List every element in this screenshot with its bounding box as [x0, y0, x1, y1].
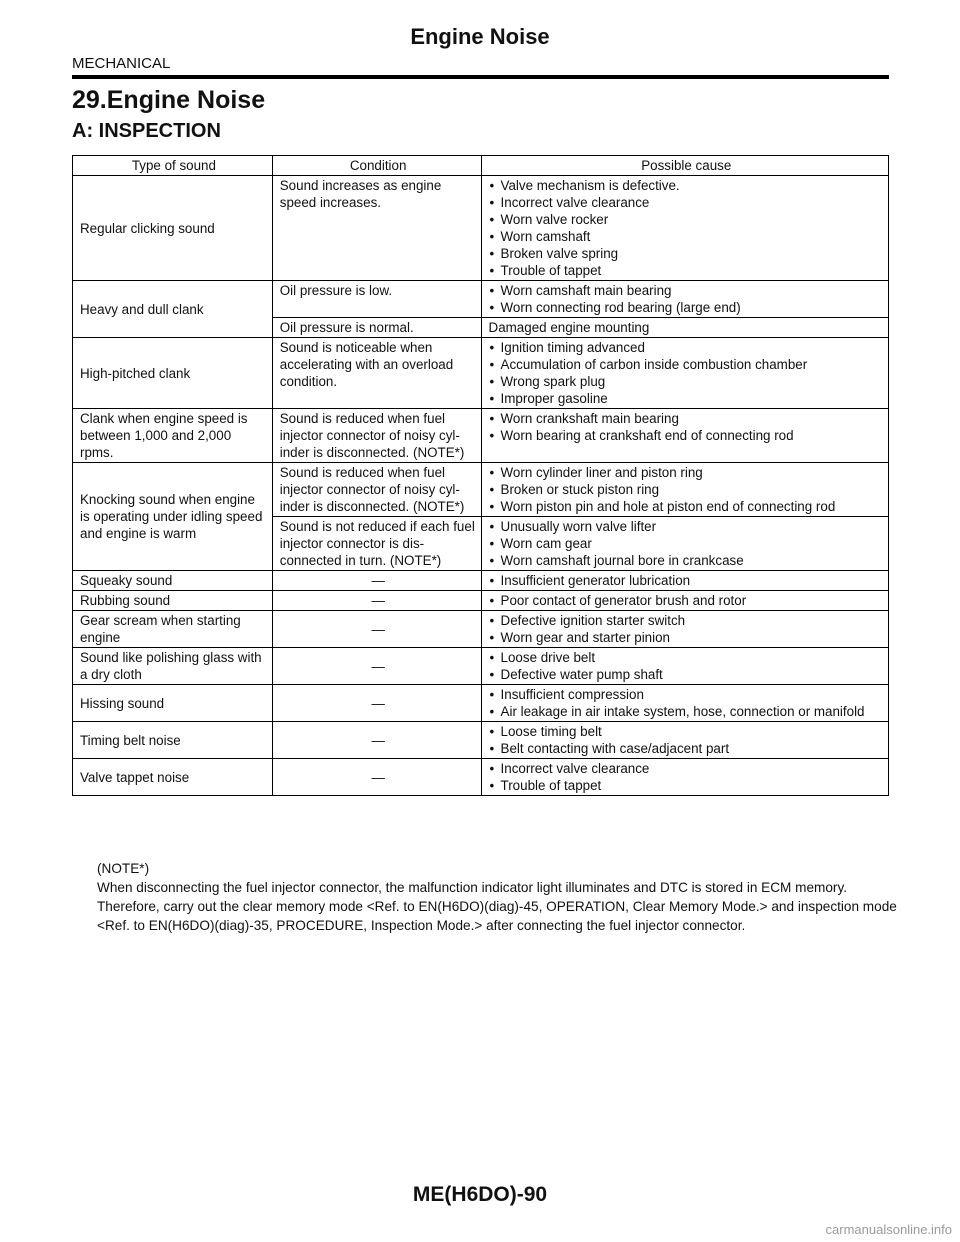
- cause-item: • Defective ignition starter switch: [489, 612, 884, 629]
- column-header-sound: Type of sound: [73, 156, 273, 176]
- cause-cell: [481, 517, 888, 571]
- cause-item: • Wrong spark plug: [489, 373, 884, 390]
- condition-cell: Sound is reduced when fuel injector connector of noisy cyl-inder is disconnected. (NOTE*): [272, 463, 481, 517]
- cause-cell: [481, 338, 888, 409]
- cause-item: • Poor contact of generator brush and rotor: [489, 592, 884, 609]
- cause-list: [489, 518, 884, 569]
- cause-item: • Insufficient compression: [489, 686, 884, 703]
- sound-type-cell: Hissing sound: [73, 685, 273, 722]
- sound-type-cell: Knocking sound when engine is operating under idling speed and engine is warm: [73, 463, 273, 571]
- cause-list: [489, 339, 884, 407]
- table-row: [73, 463, 889, 517]
- cause-item: • Ignition timing advanced: [489, 339, 884, 356]
- cause-item: • Worn camshaft main bearing: [489, 282, 884, 299]
- sound-type-cell: Rubbing sound: [73, 591, 273, 611]
- cause-item: • Worn cam gear: [489, 535, 884, 552]
- inspection-table: [72, 155, 889, 796]
- cause-list: [489, 464, 884, 515]
- table-row: [73, 685, 889, 722]
- condition-cell: Sound increases as engine speed increases.: [272, 176, 481, 281]
- condition-cell: Sound is not reduced if each fuel injector connector is dis-connected in turn. (NOTE*): [272, 517, 481, 571]
- cause-cell: [481, 685, 888, 722]
- cause-item: • Improper gasoline: [489, 390, 884, 407]
- cause-item: • Unusually worn valve lifter: [489, 518, 884, 535]
- sound-type-cell: High-pitched clank: [73, 338, 273, 409]
- cause-list: [489, 612, 884, 646]
- cause-list: [489, 592, 884, 609]
- condition-cell: —: [272, 648, 481, 685]
- sound-type-cell: Valve tappet noise: [73, 759, 273, 796]
- cause-item: • Incorrect valve clearance: [489, 760, 884, 777]
- cause-cell: Damaged engine mounting: [481, 318, 888, 338]
- condition-cell: —: [272, 722, 481, 759]
- section-heading: A: INSPECTION: [72, 120, 221, 142]
- table-row: [73, 722, 889, 759]
- cause-list: [489, 410, 884, 444]
- cause-item: • Worn connecting rod bearing (large end): [489, 299, 884, 316]
- cause-item: • Belt contacting with case/adjacent part: [489, 740, 884, 757]
- cause-item: • Loose drive belt: [489, 649, 884, 666]
- cause-list: [489, 760, 884, 794]
- sound-type-cell: Squeaky sound: [73, 571, 273, 591]
- condition-cell: —: [272, 759, 481, 796]
- cause-cell: [481, 176, 888, 281]
- cause-cell: [481, 463, 888, 517]
- cause-item: • Worn valve rocker: [489, 211, 884, 228]
- condition-cell: Oil pressure is normal.: [272, 318, 481, 338]
- cause-item: • Worn gear and starter pinion: [489, 629, 884, 646]
- note-label: (NOTE*): [97, 861, 150, 876]
- sound-type-cell: Gear scream when starting engine: [73, 611, 273, 648]
- cause-item: • Worn cylinder liner and piston ring: [489, 464, 884, 481]
- cause-item: • Trouble of tappet: [489, 777, 884, 794]
- sound-type-cell: Heavy and dull clank: [73, 281, 273, 338]
- cause-list: [489, 282, 884, 316]
- cause-item: • Incorrect valve clearance: [489, 194, 884, 211]
- cause-item: • Worn piston pin and hole at piston end of connecting rod: [489, 498, 884, 515]
- table-row: [73, 281, 889, 318]
- cause-item: • Valve mechanism is defective.: [489, 177, 884, 194]
- table-row: [73, 571, 889, 591]
- cause-item: • Trouble of tappet: [489, 262, 884, 279]
- table-row: [73, 176, 889, 281]
- cause-cell: [481, 281, 888, 318]
- watermark: carmanualsonline.info: [825, 1222, 952, 1237]
- sound-type-cell: Regular clicking sound: [73, 176, 273, 281]
- chapter-heading: 29.Engine Noise: [72, 86, 266, 114]
- condition-cell: Sound is noticeable when accelerating with an overload condition.: [272, 338, 481, 409]
- condition-cell: Oil pressure is low.: [272, 281, 481, 318]
- cause-item: • Worn crankshaft main bearing: [489, 410, 884, 427]
- column-header-cause: Possible cause: [481, 156, 888, 176]
- cause-item: • Insufficient generator lubrication: [489, 572, 884, 589]
- sound-type-cell: Timing belt noise: [73, 722, 273, 759]
- cause-cell: [481, 409, 888, 463]
- table-header-row: [73, 156, 889, 176]
- cause-item: • Worn bearing at crankshaft end of connecting rod: [489, 427, 884, 444]
- cause-list: [489, 177, 884, 279]
- condition-cell: —: [272, 685, 481, 722]
- cause-list: [489, 686, 884, 720]
- cause-item: • Broken or stuck piston ring: [489, 481, 884, 498]
- cause-cell: [481, 648, 888, 685]
- page-header-title: Engine Noise: [410, 24, 550, 49]
- condition-cell: Sound is reduced when fuel injector connector of noisy cyl-inder is disconnected. (NOTE*): [272, 409, 481, 463]
- condition-cell: —: [272, 611, 481, 648]
- header-divider: [72, 75, 889, 79]
- cause-cell: [481, 759, 888, 796]
- page-number: ME(H6DO)-90: [412, 1183, 548, 1206]
- cause-list: [489, 723, 884, 757]
- cause-item: • Defective water pump shaft: [489, 666, 884, 683]
- cause-cell: [481, 591, 888, 611]
- cause-item: • Broken valve spring: [489, 245, 884, 262]
- note-text: When disconnecting the fuel injector connector, the malfunction indicator light illuminates and DTC is stored in ECM memory. Therefore, carry out the clear memory mode <Ref. to EN(H6DO)(diag)-45, OPERATION, Clear Memory Mode.> and inspection mode <Ref. to EN(H6DO)(diag)-35, PROCEDURE, Inspection Mode.> after connecting the fuel injector connector.: [97, 880, 897, 933]
- condition-cell: —: [272, 571, 481, 591]
- table-row: [73, 409, 889, 463]
- cause-item: • Worn camshaft journal bore in crankcase: [489, 552, 884, 569]
- condition-cell: —: [272, 591, 481, 611]
- note-block: [97, 859, 897, 935]
- cause-item: • Loose timing belt: [489, 723, 884, 740]
- table-row: [73, 648, 889, 685]
- table-body: [73, 176, 889, 796]
- cause-item: • Air leakage in air intake system, hose, connection or manifold: [489, 703, 884, 720]
- cause-cell: [481, 722, 888, 759]
- cause-cell: [481, 571, 888, 591]
- table-row: [73, 611, 889, 648]
- cause-list: [489, 649, 884, 683]
- sound-type-cell: Clank when engine speed is between 1,000 and 2,000 rpms.: [73, 409, 273, 463]
- cause-cell: [481, 611, 888, 648]
- section-label: MECHANICAL: [72, 55, 171, 72]
- column-header-condition: Condition: [272, 156, 481, 176]
- cause-item: • Accumulation of carbon inside combustion chamber: [489, 356, 884, 373]
- table-row: [73, 591, 889, 611]
- table-row: [73, 759, 889, 796]
- cause-item: • Worn camshaft: [489, 228, 884, 245]
- sound-type-cell: Sound like polishing glass with a dry cloth: [73, 648, 273, 685]
- cause-list: [489, 572, 884, 589]
- table-row: [73, 338, 889, 409]
